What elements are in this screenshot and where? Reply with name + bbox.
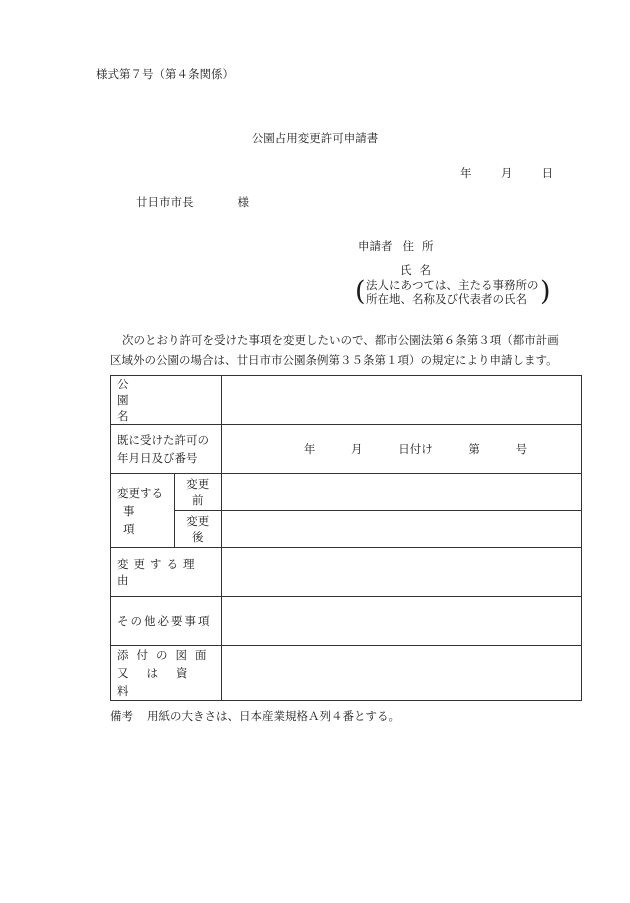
prev-permit-label-1: 既に受けた許可の xyxy=(117,433,209,447)
date-month: 月 xyxy=(500,166,513,180)
addressee xyxy=(136,194,249,210)
park-name-label-cell xyxy=(111,376,222,425)
prev-permit-label-cell xyxy=(111,425,222,474)
row-attachments xyxy=(111,646,582,701)
before-label: 変更前 xyxy=(186,477,210,507)
applicant-name-label: 氏名 xyxy=(400,263,439,277)
applicant-address-row xyxy=(358,238,442,254)
attach-label-cell xyxy=(111,646,222,701)
prev-year: 年 xyxy=(303,442,316,456)
after-label-cell xyxy=(174,511,221,548)
remarks-text: 用紙の大きさは、日本産業規格Ａ列４番とする。 xyxy=(147,709,400,723)
reason-label-cell xyxy=(111,548,222,597)
remarks-label: 備考 xyxy=(110,709,133,723)
prev-number-prefix: 第 xyxy=(468,442,480,456)
change-before-field[interactable] xyxy=(222,474,582,511)
date-line xyxy=(460,165,553,181)
attach-field[interactable] xyxy=(222,646,582,701)
change-after-field[interactable] xyxy=(222,511,582,548)
address-label: 住所 xyxy=(402,239,442,253)
other-label-cell xyxy=(111,597,222,646)
prev-permit-field[interactable] xyxy=(222,425,582,474)
addressee-suffix: 様 xyxy=(237,195,249,209)
row-other xyxy=(111,597,582,646)
application-table xyxy=(110,375,582,701)
prev-month: 月 xyxy=(351,442,363,456)
other-label: その他必要事項 xyxy=(117,614,212,628)
reason-field[interactable] xyxy=(222,548,582,597)
attach-label-2: 又は資料 xyxy=(117,666,206,698)
row-change-before xyxy=(111,474,582,511)
row-change-after xyxy=(111,511,582,548)
prev-permit-label-2: 年月日及び番号 xyxy=(117,451,198,465)
application-statement xyxy=(110,330,585,370)
statement-line2: 区域外の公園の場合は、廿日市市公園条例第３５条第１項）の規定により申請します。 xyxy=(110,353,558,367)
note-close-paren: ) xyxy=(540,276,551,307)
prev-number-suffix: 号 xyxy=(515,442,528,456)
addressee-name: 廿日市市長 xyxy=(136,195,194,209)
change-item-label-1: 変更する xyxy=(117,485,163,500)
prev-day: 日付け xyxy=(398,442,433,456)
park-name-label: 公園名 xyxy=(117,377,167,423)
after-label: 変更後 xyxy=(186,514,210,544)
before-label-cell xyxy=(174,474,221,511)
reason-label: 変更する理由 xyxy=(117,557,200,587)
change-item-label-2: 事項 xyxy=(123,503,157,536)
applicant-note-line2: 所在地、名称及び代表者の氏名 xyxy=(366,292,527,306)
row-park-name xyxy=(111,376,582,425)
row-previous-permit xyxy=(111,425,582,474)
document-title: 公園占用変更許可申請書 xyxy=(251,131,379,145)
attach-label-1: 添付の図面 xyxy=(117,648,215,662)
applicant-note-line1: 法人にあつては、主たる事務所の xyxy=(366,278,539,292)
form-number: 様式第７号（第４条関係） xyxy=(96,67,234,81)
note-open-paren: ( xyxy=(355,276,366,307)
statement-line1: 次のとおり許可を受けた事項を変更したいので、都市公園法第６条第３項（都市計画 xyxy=(122,333,559,347)
date-day: 日 xyxy=(541,166,554,180)
park-name-field[interactable] xyxy=(222,376,582,425)
remarks xyxy=(110,708,400,724)
row-reason xyxy=(111,548,582,597)
date-year: 年 xyxy=(460,166,472,180)
change-item-label-cell xyxy=(111,474,175,548)
other-field[interactable] xyxy=(222,597,582,646)
applicant-note xyxy=(355,276,551,307)
applicant-label: 申請者 xyxy=(358,239,393,253)
